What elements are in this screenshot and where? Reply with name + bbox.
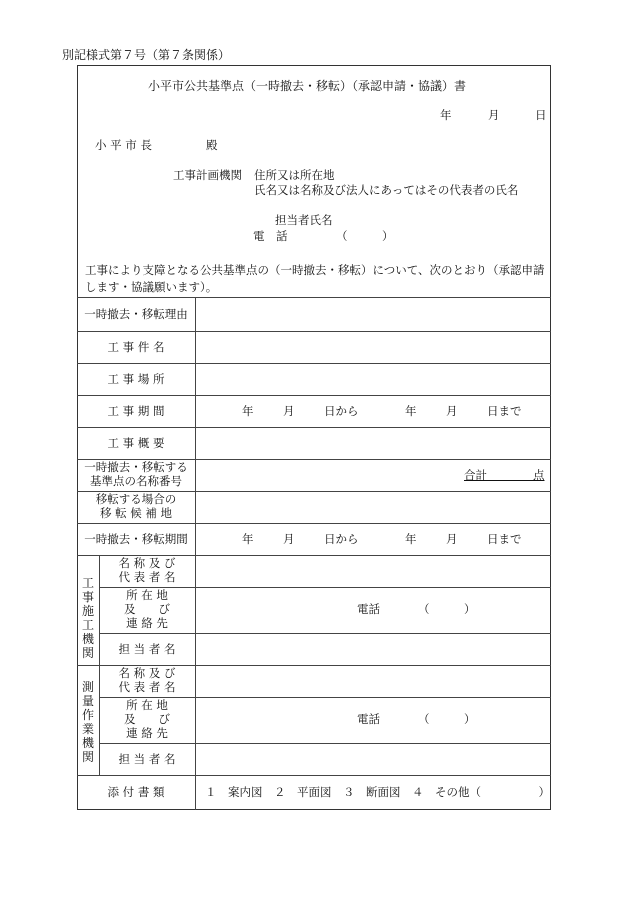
row-divider <box>77 331 551 332</box>
intro-paragraph: 工事により支障となる公共基準点の（一時撤去・移転）について、次のとおり（承認申請します・協議願います）。 <box>85 263 545 294</box>
form-title: 小平市公共基準点（一時撤去・移転）（承認申請・協議）書 <box>148 79 467 93</box>
name-label: 氏名又は名称及び法人にあってはその代表者の氏名 <box>254 183 519 197</box>
survey-name-rep-2: 代 表 者 名 <box>118 680 176 694</box>
row-divider <box>99 743 551 744</box>
work-period-year: 年 <box>242 404 254 418</box>
construction-org-label: 工事施工機関 <box>81 576 94 660</box>
row-divider <box>77 363 551 364</box>
removal-period-month: 月 <box>283 532 295 546</box>
label-candidate-2: 移 転 候 補 地 <box>99 506 173 520</box>
phone-label: 電 話 <box>253 229 288 243</box>
row-divider <box>77 395 551 396</box>
honorific: 殿 <box>206 138 218 152</box>
label-work-name: 工 事 件 名 <box>107 340 165 354</box>
label-point-names: 一時撤去・移転する <box>84 460 188 474</box>
construction-phone-label: 電話 <box>357 602 380 616</box>
construction-address: 所 在 地 <box>126 588 168 602</box>
survey-person: 担 当 者 名 <box>118 752 176 766</box>
construction-address-2: 及 び <box>124 602 170 616</box>
row-divider <box>77 297 551 298</box>
survey-name-rep: 名 称 及 び <box>118 666 176 680</box>
removal-period-year: 年 <box>242 532 254 546</box>
row-divider <box>77 775 551 776</box>
work-period-month: 月 <box>283 404 295 418</box>
row-divider <box>77 427 551 428</box>
label-reason: 一時撤去・移転理由 <box>84 307 188 321</box>
label-work-period: 工 事 期 間 <box>107 404 165 418</box>
contact-person-label: 担当者氏名 <box>275 213 333 227</box>
date-year: 年 <box>440 108 452 122</box>
survey-phone-label: 電話 <box>357 712 380 726</box>
org-label: 工事計画機関 <box>173 168 242 182</box>
label-work-outline: 工 事 概 要 <box>107 436 165 450</box>
work-period-from: 日から <box>324 404 359 418</box>
construction-address-3: 連 絡 先 <box>126 616 168 630</box>
column-divider <box>195 297 196 810</box>
survey-address: 所 在 地 <box>126 698 168 712</box>
survey-org-label: 測量作業機関 <box>81 680 94 764</box>
removal-period-to: 日まで <box>487 532 522 546</box>
date-month: 月 <box>488 108 500 122</box>
row-divider <box>99 633 551 634</box>
form-number-label: 別記様式第７号（第７条関係） <box>62 48 231 62</box>
removal-period-month-2: 月 <box>446 532 458 546</box>
attachments-list: １ 案内図 ２ 平面図 ３ 断面図 ４ その他（ ） <box>205 785 550 799</box>
date-day: 日 <box>535 108 547 122</box>
attachments-label: 添 付 書 類 <box>107 785 165 799</box>
column-divider <box>99 555 100 775</box>
survey-phone-paren: （ ） <box>418 712 476 726</box>
removal-period-from: 日から <box>324 532 359 546</box>
label-work-place: 工 事 場 所 <box>107 372 165 386</box>
label-removal-period: 一時撤去・移転期間 <box>84 532 188 546</box>
work-period-year-2: 年 <box>405 404 417 418</box>
label-point-names-2: 基準点の名称番号 <box>90 474 182 488</box>
total-points-field: 合計 点 <box>464 468 545 482</box>
work-period-month-2: 月 <box>446 404 458 418</box>
addressee: 小 平 市 長 <box>95 138 152 152</box>
construction-name-rep: 名 称 及 び <box>118 556 176 570</box>
work-period-to: 日まで <box>487 404 522 418</box>
survey-address-2: 及 び <box>124 712 170 726</box>
removal-period-year-2: 年 <box>405 532 417 546</box>
label-candidate: 移転する場合の <box>95 492 177 506</box>
address-label: 住所又は所在地 <box>254 168 335 182</box>
construction-name-rep-2: 代 表 者 名 <box>118 570 176 584</box>
survey-address-3: 連 絡 先 <box>126 726 168 740</box>
row-divider <box>77 523 551 524</box>
construction-phone-paren: （ ） <box>418 602 476 616</box>
phone-paren: （ ） <box>336 229 394 243</box>
construction-person: 担 当 者 名 <box>118 642 176 656</box>
